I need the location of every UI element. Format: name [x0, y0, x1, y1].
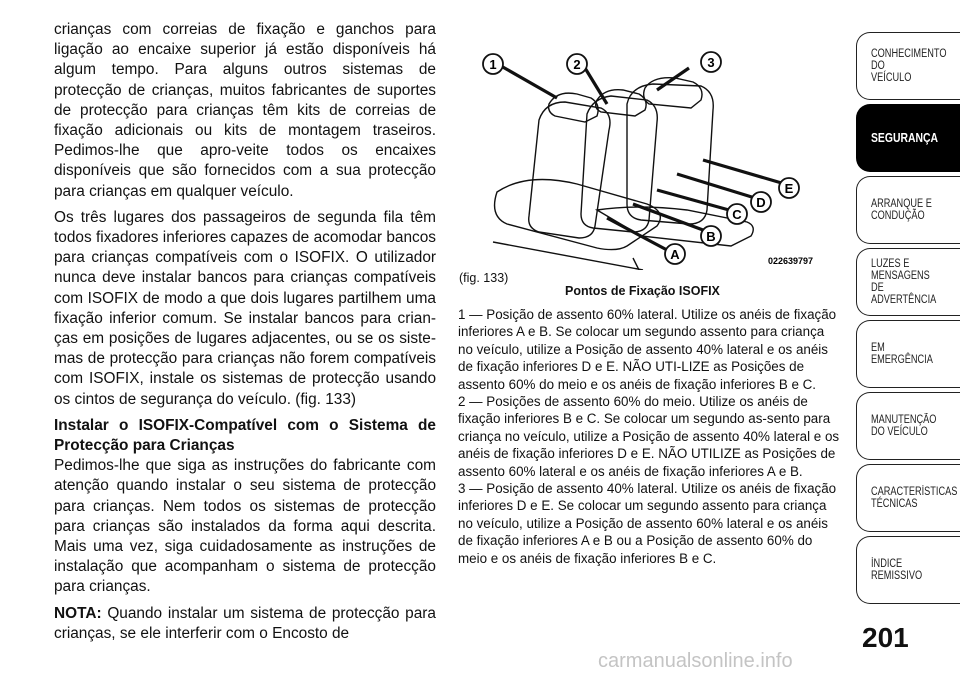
callout-b: B	[706, 229, 716, 244]
tab-arranque[interactable]: ARRANQUE E CONDUÇÃO	[856, 176, 960, 244]
tab-emergencia[interactable]: EM EMERGÊNCIA	[856, 320, 960, 388]
right-column	[458, 306, 840, 567]
callout-e: E	[784, 181, 794, 196]
callout-3: 3	[707, 55, 715, 70]
tab-conhecimento[interactable]: CONHECIMENTO DO VEÍCULO	[856, 32, 960, 100]
callout-1: 1	[489, 57, 497, 72]
chapter-tabs	[856, 32, 960, 608]
figure-caption: Pontos de Fixação ISOFIX	[565, 284, 720, 298]
section-heading: Instalar o ISOFIX-Compatível com o Sistema de Protecção para Crianças	[54, 416, 436, 455]
paragraph-instructions: Pedimos-lhe que siga as instruções do fabricante com atenção quando instalar o seu sistema de protecção para crianças. Nem todos os sistemas de protecção para crianças são instalados da forma aqui descrita. Mais uma vez, siga cuidadosamente as instruções de instalação que acompanham o sistema de protecção para crianças.	[54, 457, 436, 596]
seat-back-2	[581, 96, 657, 232]
nota-text: Quando instalar um sistema de protecção para crianças, se ele interferir com o Encosto de	[54, 604, 436, 642]
isofix-seat-figure	[457, 42, 817, 270]
watermark: carmanualsonline.info	[598, 650, 793, 672]
paragraph-isofix: Os três lugares dos passageiros de segunda fila têm todos fixadores inferiores capazes de acomodar bancos para crianças compatíveis com o ISOFIX. O utilizador nunca deve instalar bancos para crianças compatíveis com ISOFIX de modo a que dois lugares partilhem uma fixação inferior comum. Se instalar bancos para crian-ças em posições de lugares adjacentes, ou se os siste-mas de protecção para crianças não forem compatíveis com ISOFIX, instale os sistemas de protecção usando os cintos de segurança do veículo. (fig. 133)	[54, 208, 436, 408]
tab-indice[interactable]: ÍNDICE REMISSIVO	[856, 536, 960, 604]
callout-2: 2	[573, 57, 581, 72]
tab-luzes[interactable]: LUZES E MENSAGENS DE ADVERTÊNCIA	[856, 248, 960, 316]
callout-c: C	[732, 207, 742, 222]
item-position-2: 2 — Posições de assento 60% do meio. Utilize os anéis de fixação inferiores B e C. Se colocar um segundo as-sento para criança no veículo, utilize a Posição de assento 40% lateral e os anéis de fixação inferiores D e E. NÃO UTILIZE as Posições de assento 60% lateral e os anéis de fixação inferiores A e B.	[458, 394, 840, 479]
page-number: 201	[862, 622, 909, 653]
callout-d: D	[756, 195, 766, 210]
callout-a: A	[670, 247, 680, 262]
left-column	[54, 20, 436, 650]
nota-paragraph	[54, 604, 436, 644]
seat-back-1	[529, 102, 610, 238]
tab-caracteristicas[interactable]: CARACTERÍSTICAS TÉCNICAS	[856, 464, 960, 532]
figure-code: 022639797	[767, 256, 813, 266]
figure-reference: (fig. 133)	[459, 271, 509, 285]
seat-illustration	[457, 42, 817, 270]
tab-manutencao[interactable]: MANUTENÇÃO DO VEÍCULO	[856, 392, 960, 460]
headrest-2	[596, 90, 646, 116]
item-position-1: 1 — Posição de assento 60% lateral. Utilize os anéis de fixação inferiores A e B. Se colocar um segundo assento para criança no veículo, utilize a Posição de assento 40% lateral e os anéis de fixação inferiores D e E. NÃO UTI-LIZE as Posições de assento 60% do meio e os anéis de fixação inferiores B e C.	[458, 307, 837, 392]
nota-label: NOTA:	[54, 604, 102, 622]
item-position-3: 3 — Posição de assento 40% lateral. Utilize os anéis de fixação inferiores D e E. Se colocar um segundo assento para criança no veículo, utilize a Posição de assento 60% lateral e os anéis de fixação inferiores A e B ou a Posição de assento 60% do meio e os anéis de fixação inferiores B e C.	[458, 481, 837, 566]
paragraph-intro: crianças com correias de fixação e ganchos para ligação ao encaixe superior já estão disponíveis há algum tempo. Para alguns outros sistemas de protecção de crianças, muitos fabricantes de suportes de protecção para crianças têm kits de correias de fixação adicionais ou kits de montagem traseiros. Pedimos-lhe que apro-veite todos os encaixes disponíveis que são fornecidos com a sua protecção para crianças em qualquer veículo.	[54, 21, 436, 200]
tab-seguranca[interactable]: SEGURANÇA	[856, 104, 960, 172]
